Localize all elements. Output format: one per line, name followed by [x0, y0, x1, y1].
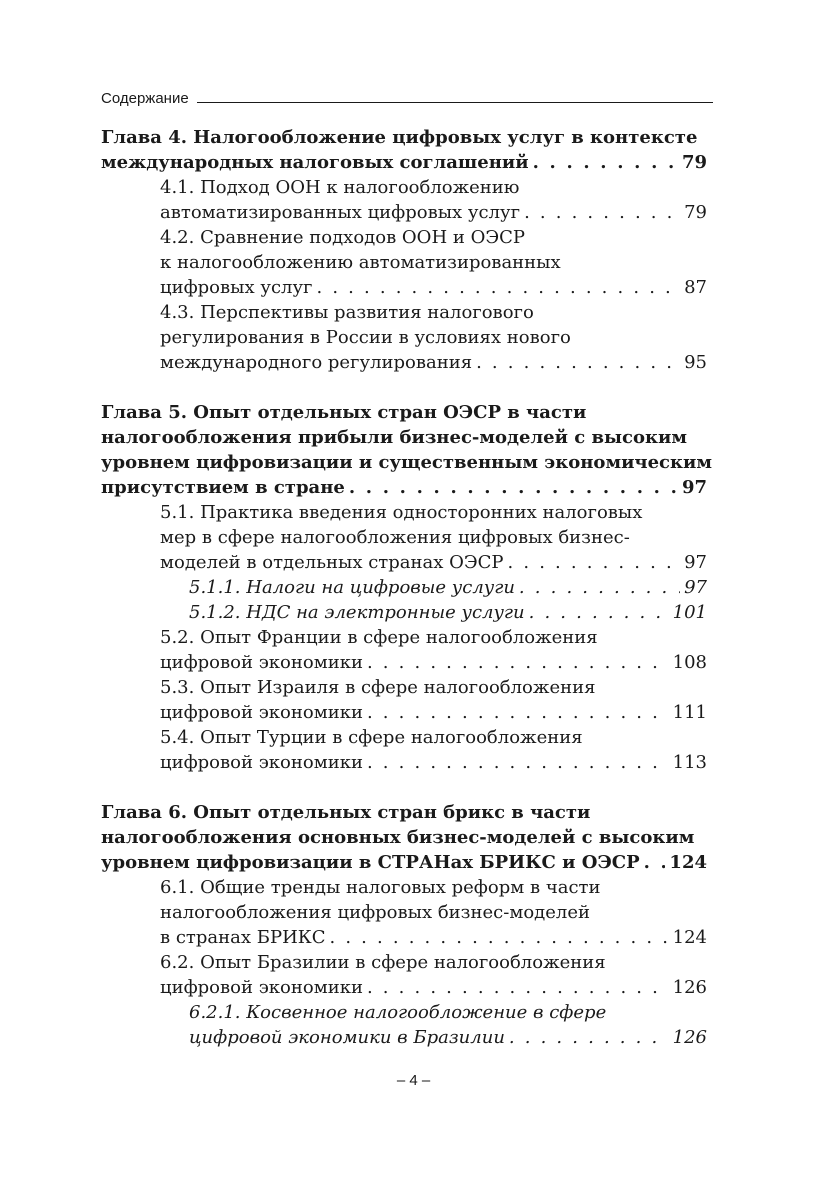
dot-leader [476, 350, 680, 375]
toc-page-number: 124 [669, 852, 707, 873]
toc-page-number: 95 [684, 352, 707, 373]
toc-entry-leader-line [160, 550, 707, 575]
toc-entry-line: 5.2. Опыт Франции в сфере налогообложения [160, 627, 598, 648]
dot-leader [367, 975, 669, 1000]
toc-page-number: 126 [672, 1027, 707, 1048]
toc-entry-line: Глава 6. Опыт отдельных стран брикс в части [101, 802, 591, 823]
toc-entry-line: мер в сфере налогообложения цифровых бизнес- [160, 527, 630, 548]
toc-page-number: 79 [684, 202, 707, 223]
toc-entry-section[interactable] [101, 875, 707, 950]
toc-entry-section[interactable] [101, 625, 707, 675]
page-number: – 4 – [396, 1072, 431, 1089]
toc-entry-line: 5.1. Практика введения односторонних налоговых [160, 502, 643, 523]
toc-entry-leader-line [160, 350, 707, 375]
toc-entry-title: цифровой экономики [160, 977, 363, 998]
toc-entry-section[interactable] [101, 175, 707, 225]
toc-entry-chapter[interactable] [101, 400, 712, 500]
toc-entry-leader-line [101, 850, 707, 875]
toc-page-number: 111 [672, 702, 707, 723]
toc-entry-leader-line [160, 700, 707, 725]
toc-entry-line: уровнем цифровизации и существенным экономическим [101, 452, 712, 473]
toc-page-number: 97 [681, 477, 707, 498]
header-rule [197, 102, 713, 103]
toc-entry-leader-line [160, 650, 707, 675]
toc-entry-section[interactable] [101, 500, 707, 575]
toc-entry-section[interactable] [101, 300, 707, 375]
toc-entry-line: 6.1. Общие тренды налоговых реформ в части [160, 877, 601, 898]
toc-entry-title: 5.1.1. Налоги на цифровые услуги [189, 577, 515, 598]
toc-entry-title: цифровой экономики [160, 752, 363, 773]
toc-entry-line: 4.2. Сравнение подходов ООН и ОЭСР [160, 227, 525, 248]
toc-entry-leader-line [189, 575, 707, 600]
toc-page-number: 79 [681, 152, 707, 173]
toc-entry-leader-line [160, 975, 707, 1000]
toc-entry-chapter[interactable] [101, 125, 707, 175]
toc-entry-leader-line [189, 600, 707, 625]
toc-page-number: 108 [672, 652, 707, 673]
dot-leader [644, 850, 666, 875]
running-header [101, 88, 713, 108]
toc-entry-line: 5.4. Опыт Турции в сфере налогообложения [160, 727, 583, 748]
toc-entry-subsection[interactable] [101, 575, 707, 600]
toc-entry-title: автоматизированных цифровых услуг [160, 202, 521, 223]
toc-page-number: 126 [672, 977, 707, 998]
toc-entry-line: Глава 4. Налогообложение цифровых услуг в контексте [101, 127, 698, 148]
toc-page-number: 124 [672, 927, 707, 948]
dot-leader [529, 600, 669, 625]
dot-leader [533, 150, 678, 175]
dot-leader [519, 575, 680, 600]
toc-entry-subsection[interactable] [101, 600, 707, 625]
toc-entry-line: 5.3. Опыт Израиля в сфере налогообложения [160, 677, 596, 698]
dot-leader [330, 925, 669, 950]
dot-leader [367, 700, 669, 725]
table-of-contents [101, 125, 712, 1050]
toc-entry-subsection[interactable] [101, 1000, 707, 1050]
toc-entry-title: цифровой экономики [160, 702, 363, 723]
toc-entry-chapter[interactable] [101, 800, 707, 875]
toc-entry-line: 4.3. Перспективы развития налогового [160, 302, 534, 323]
toc-entry-section[interactable] [101, 675, 707, 725]
toc-entry-title: 5.1.2. НДС на электронные услуги [189, 602, 525, 623]
toc-page-number: 87 [684, 277, 707, 298]
toc-entry-section[interactable] [101, 950, 707, 1000]
toc-entry-leader-line [160, 200, 707, 225]
toc-page-number: 113 [672, 752, 707, 773]
toc-entry-section[interactable] [101, 225, 707, 300]
dot-leader [367, 650, 669, 675]
toc-entry-line: налогообложения основных бизнес-моделей с высоким [101, 827, 695, 848]
toc-entry-title: цифровой экономики в Бразилии [189, 1027, 505, 1048]
dot-leader [316, 275, 680, 300]
toc-entry-title: моделей в отдельных странах ОЭСР [160, 552, 504, 573]
toc-entry-leader-line [101, 150, 707, 175]
toc-entry-line: Глава 5. Опыт отдельных стран ОЭСР в части [101, 402, 587, 423]
toc-entry-line: 6.2.1. Косвенное налогообложение в сфере [189, 1002, 607, 1023]
toc-entry-title: уровнем цифровизации в СТРАНах БРИКС и ОЭСР [101, 852, 640, 873]
toc-entry-section[interactable] [101, 725, 707, 775]
toc-entry-title: международного регулирования [160, 352, 473, 373]
toc-entry-leader-line [101, 475, 707, 500]
toc-entry-title: присутствием в стране [101, 477, 345, 498]
toc-entry-line: налогообложения прибыли бизнес-моделей с высоким [101, 427, 687, 448]
dot-leader [524, 200, 680, 225]
toc-page-number: 97 [684, 577, 707, 598]
dot-leader [367, 750, 669, 775]
toc-entry-title: в странах БРИКС [160, 927, 326, 948]
toc-entry-line: регулирования в России в условиях нового [160, 327, 571, 348]
toc-entry-line: к налогообложению автоматизированных [160, 252, 561, 273]
toc-entry-line: налогообложения цифровых бизнес-моделей [160, 902, 590, 923]
dot-leader [509, 1025, 669, 1050]
toc-page-number: 101 [672, 602, 707, 623]
toc-entry-leader-line [189, 1025, 707, 1050]
toc-page-number: 97 [684, 552, 707, 573]
toc-entry-leader-line [160, 275, 707, 300]
toc-entry-leader-line [160, 925, 707, 950]
toc-entry-line: 4.1. Подход ООН к налогообложению [160, 177, 520, 198]
toc-entry-title: цифровой экономики [160, 652, 363, 673]
toc-entry-title: цифровых услуг [160, 277, 313, 298]
dot-leader [349, 475, 678, 500]
dot-leader [508, 550, 681, 575]
toc-entry-line: 6.2. Опыт Бразилии в сфере налогообложения [160, 952, 606, 973]
toc-entry-title: международных налоговых соглашений [101, 152, 529, 173]
running-header-title: Содержание [101, 90, 189, 107]
toc-entry-leader-line [160, 750, 707, 775]
